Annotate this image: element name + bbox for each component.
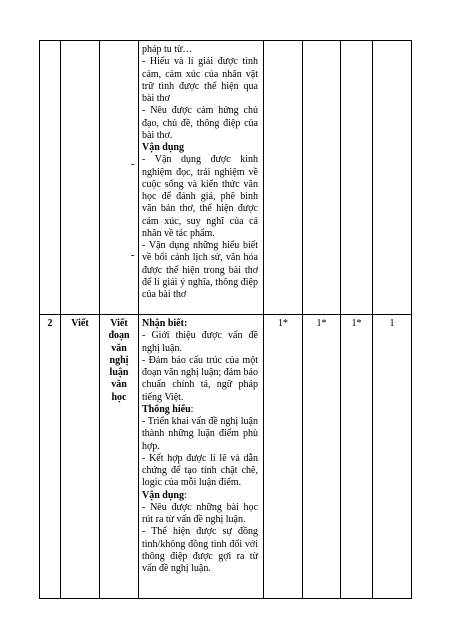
requirement-text: - Giới thiệu được vấn đề nghị luận. bbox=[142, 330, 258, 354]
requirement-text: - Vận dụng những hiểu biết về bối cảnh lịch sử, văn hóa được thể hiện trong bài thơ để lí giải ý nghĩa, thông điệp của bài thơ bbox=[142, 240, 258, 300]
requirement-text: - Đảm bảo cấu trúc của một đoạn văn nghị luận; đảm bảo chuẩn chính tả, ngữ pháp tiếng Việt. bbox=[142, 354, 258, 403]
level-heading-thong-hieu: Thông hiểu: bbox=[142, 403, 194, 415]
skill-label: Viết bbox=[71, 318, 89, 329]
count-thong-hieu: 1* bbox=[316, 318, 327, 329]
count-van-dung: 1* bbox=[351, 318, 362, 329]
row-number: 2 bbox=[47, 318, 53, 329]
table-top-border bbox=[39, 40, 412, 41]
requirement-text: - Thể hiện được sự đồng tình/không đồng tình đối với thông điệp được gợi ra từ vấn đề nghị luận. bbox=[142, 526, 258, 574]
requirement-text: pháp tu từ… bbox=[142, 44, 193, 55]
row1-requirements-cell bbox=[142, 44, 258, 301]
row-divider bbox=[39, 314, 412, 315]
requirement-text: - Nêu được cảm hứng chủ đạo, chủ đề, thông điệp của bài thơ. bbox=[142, 105, 258, 141]
level-heading-van-dung: Vận dụng bbox=[142, 142, 184, 153]
col-border bbox=[138, 40, 139, 599]
unit-name: Viết đoạn văn nghị luận văn học bbox=[108, 318, 130, 403]
side-dash: - bbox=[131, 250, 135, 261]
requirement-text: - Vận dụng được kinh nghiệm đọc, trải nghiệm về cuộc sống và kiến thức văn học để đánh giá, phê bình văn bản thơ, thể hiện được cảm xúc, suy nghĩ của cá nhân về tác phẩm. bbox=[142, 154, 258, 239]
requirement-text: - Hiểu và lí giải được tình cảm, cảm xúc của nhân vật trữ tình được thể hiện qua bài thơ bbox=[142, 56, 258, 104]
requirement-text: - Nêu được những bài học rút ra từ vấn đề nghị luận. bbox=[142, 501, 258, 525]
requirement-text: - Kết hợp được lí lẽ và dẫn chứng để tạo tính chặt chẽ, logic của mỗi luận điểm. bbox=[142, 452, 258, 489]
table-bottom-border bbox=[39, 598, 412, 599]
level-heading-van-dung: Vận dụng: bbox=[142, 489, 187, 501]
col-border bbox=[411, 40, 412, 599]
count-van-dung-cao: 1 bbox=[389, 318, 395, 329]
side-dash: - bbox=[131, 159, 135, 170]
count-nhan-biet: 1* bbox=[278, 318, 288, 329]
row2-requirements-cell bbox=[142, 318, 258, 575]
level-heading-nhan-biet: Nhận biết: bbox=[142, 318, 188, 329]
requirement-text: - Triển khai vấn đề nghị luận thành những luận điểm phù hợp. bbox=[142, 416, 258, 452]
